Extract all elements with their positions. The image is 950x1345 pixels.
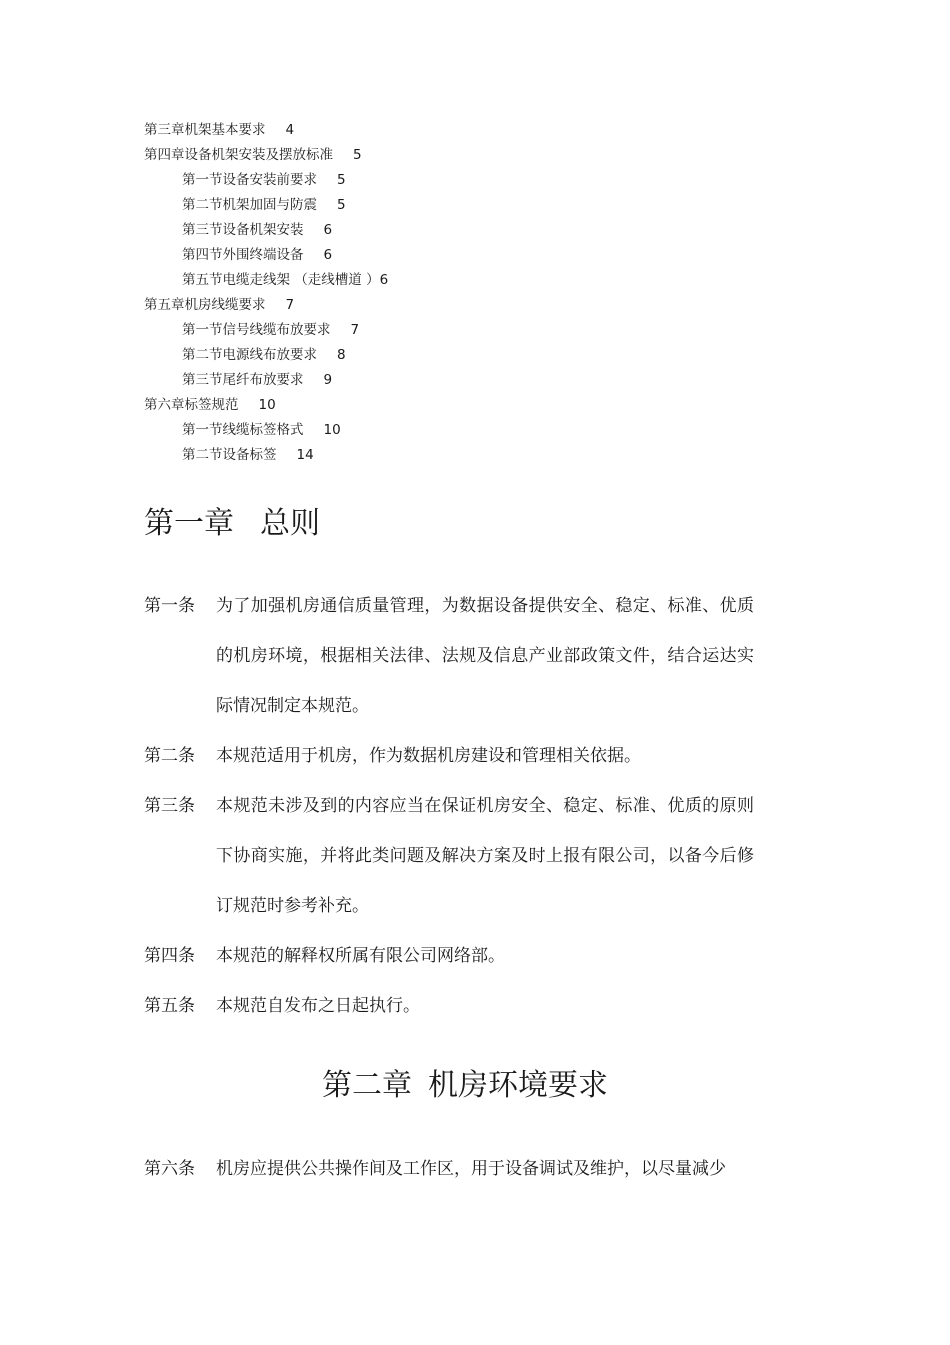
toc-entry-title: 第五章机房线缆要求 xyxy=(144,297,266,313)
toc-entry-page: 6 xyxy=(323,247,333,263)
toc-entry-title: 第二节机架加固与防震 xyxy=(182,197,317,213)
toc-entry-title: 第一节信号线缆布放要求 xyxy=(182,322,331,338)
toc-entry-page: 10 xyxy=(258,397,276,413)
chapter-number: 第一章 xyxy=(144,506,234,541)
toc-entry-page: 8 xyxy=(337,347,346,363)
toc-entry-ch4-section-4[interactable] xyxy=(144,243,604,268)
toc-entry-title: 第三节设备机架安装 xyxy=(182,222,304,238)
toc-entry-title: 第一节设备安装前要求 xyxy=(182,172,317,188)
toc-entry-chapter-6[interactable] xyxy=(144,393,604,418)
toc-entry-ch4-section-3[interactable] xyxy=(144,218,604,243)
article-text: 本规范适用于机房，作为数据机房建设和管理相关依据。 xyxy=(216,746,641,766)
article-label: 第三条 xyxy=(144,796,195,816)
toc-entry-title: 第六章标签规范 xyxy=(144,397,239,413)
toc-entry-ch4-section-5[interactable] xyxy=(144,268,604,293)
toc-entry-ch6-section-2[interactable] xyxy=(144,443,604,468)
article-label: 第四条 xyxy=(144,946,195,966)
toc-entry-chapter-3[interactable] xyxy=(144,118,604,143)
toc-entry-ch4-section-2[interactable] xyxy=(144,193,604,218)
toc-entry-page: 7 xyxy=(350,322,360,338)
chapter-title: 总则 xyxy=(260,506,320,541)
table-of-contents xyxy=(144,118,604,468)
article-4 xyxy=(144,931,754,981)
toc-entry-page: 4 xyxy=(285,122,295,138)
article-text: 机房应提供公共操作间及工作区，用于设备调试及维护，以尽量减少 xyxy=(216,1159,726,1179)
chapter-number: 第二章 xyxy=(322,1068,412,1103)
article-text: 本规范的解释权所属有限公司网络部。 xyxy=(216,946,505,966)
article-text: 为了加强机房通信质量管理，为数据设备提供安全、稳定、标准、优质的机房环境，根据相关法律、法规及信息产业部政策文件，结合运达实际情况制定本规范。 xyxy=(216,596,754,716)
toc-entry-chapter-5[interactable] xyxy=(144,293,604,318)
chapter-title: 机房环境要求 xyxy=(428,1068,608,1103)
toc-entry-ch5-section-2[interactable] xyxy=(144,343,604,368)
toc-entry-title: 第五节电缆走线架 （走线槽道 ） xyxy=(182,272,380,288)
toc-entry-ch6-section-1[interactable] xyxy=(144,418,604,443)
toc-entry-title: 第三章机架基本要求 xyxy=(144,122,266,138)
toc-entry-page: 6 xyxy=(379,272,389,288)
toc-entry-page: 10 xyxy=(323,422,341,438)
toc-entry-title: 第三节尾纤布放要求 xyxy=(182,372,304,388)
toc-entry-ch4-section-1[interactable] xyxy=(144,168,604,193)
toc-entry-title: 第二节电源线布放要求 xyxy=(182,347,317,363)
article-label: 第二条 xyxy=(144,746,195,766)
toc-entry-page: 5 xyxy=(337,172,346,188)
toc-entry-ch5-section-1[interactable] xyxy=(144,318,604,343)
article-2 xyxy=(144,731,754,781)
article-label: 第五条 xyxy=(144,996,195,1016)
toc-entry-page: 5 xyxy=(337,197,346,213)
article-1 xyxy=(144,581,754,731)
article-3 xyxy=(144,781,754,931)
toc-entry-page: 7 xyxy=(285,297,295,313)
toc-entry-page: 6 xyxy=(323,222,333,238)
article-text: 本规范未涉及到的内容应当在保证机房安全、稳定、标准、优质的原则下协商实施，并将此类问题及解决方案及时上报有限公司，以备今后修订规范时参考补充。 xyxy=(216,796,754,916)
article-label: 第一条 xyxy=(144,596,195,616)
toc-entry-title: 第二节设备标签 xyxy=(182,447,277,463)
toc-entry-page: 9 xyxy=(323,372,333,388)
toc-entry-title: 第四节外围终端设备 xyxy=(182,247,304,263)
toc-entry-ch5-section-3[interactable] xyxy=(144,368,604,393)
article-6 xyxy=(144,1144,754,1194)
article-label: 第六条 xyxy=(144,1159,195,1179)
toc-entry-title: 第四章设备机架安装及摆放标准 xyxy=(144,147,333,163)
chapter-2-heading xyxy=(0,1062,930,1110)
chapter-1-heading xyxy=(144,500,320,548)
toc-entry-page: 14 xyxy=(296,447,314,463)
article-text: 本规范自发布之日起执行。 xyxy=(216,996,420,1016)
toc-entry-page: 5 xyxy=(353,147,362,163)
article-5 xyxy=(144,981,754,1031)
toc-entry-chapter-4[interactable] xyxy=(144,143,604,168)
toc-entry-title: 第一节线缆标签格式 xyxy=(182,422,304,438)
